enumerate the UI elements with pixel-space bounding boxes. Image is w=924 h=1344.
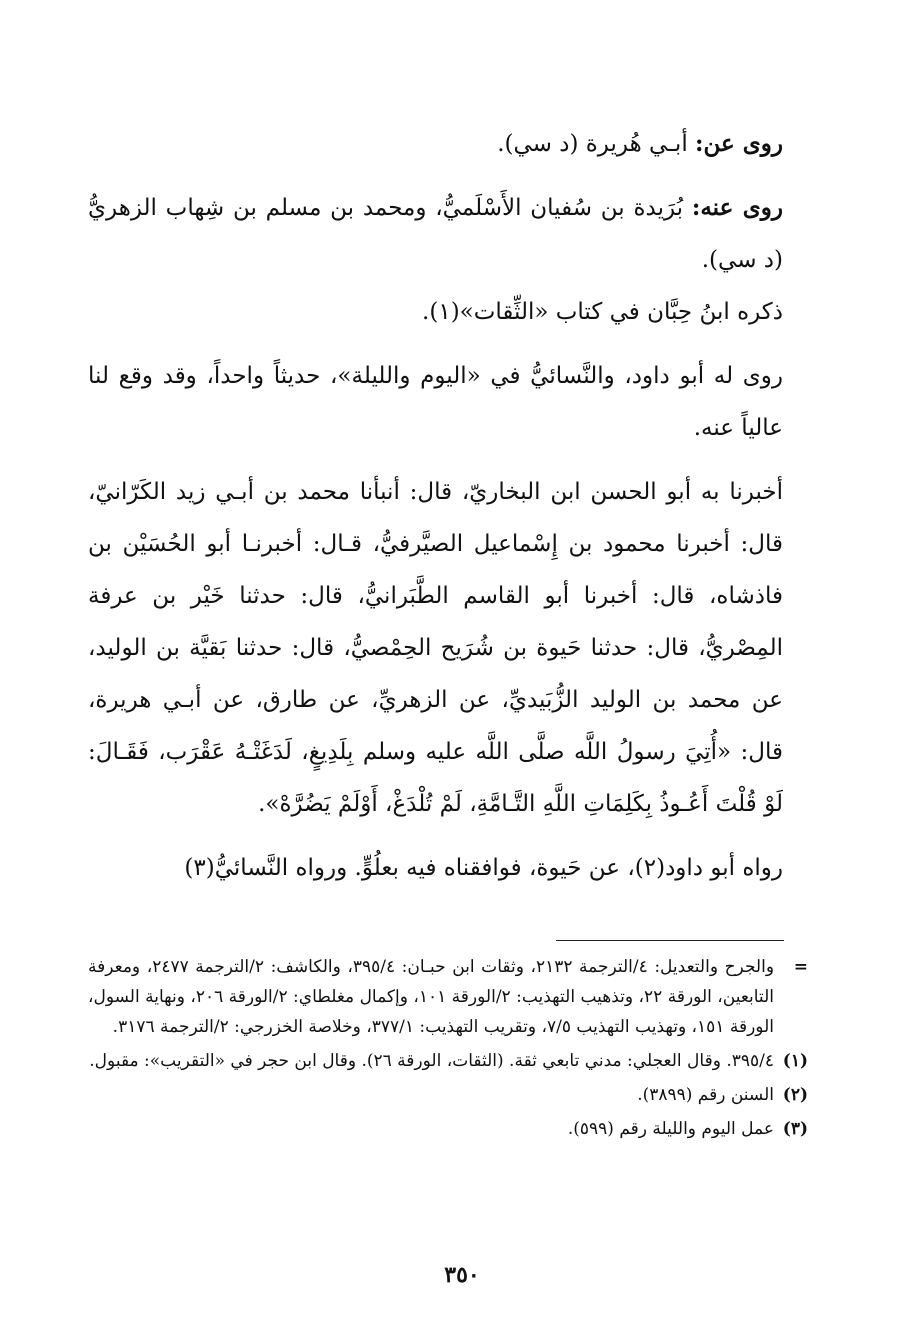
narrated-by-text: بُرَيدة بن سُفيان الأَسْلَميُّ، ومحمد بن مسلم بن شِهاب الزهريُّ (د سي). <box>88 195 783 273</box>
footnote-2 <box>88 1080 808 1110</box>
footnote-mark: (٣) <box>782 1119 808 1139</box>
riwayah-paragraph: رواه أبو داود(٢)، عن حَيوة، فوافقناه فيه بعلُوٍّ. ورواه النَّسائيُّ(٣) <box>184 855 783 881</box>
footnotes <box>88 952 808 1148</box>
abu-dawud-paragraph: روى له أبو داود، والنَّسائيُّ في «اليوم والليلة»، حديثاً واحداً، وقد وقع لنا عالياً عنه. <box>88 363 783 441</box>
narrated-by-paragraph <box>88 182 783 286</box>
footnote-mark: = <box>793 957 808 977</box>
narrated-by-label: روى عنه: <box>691 194 783 221</box>
narrated-from-label: روى عن: <box>695 130 783 157</box>
hadith-text: «أُتِيَ رسولُ اللَّه صلَّى اللَّه عليه وسلم بِلَدِيغٍ، لَدَغَتْـهُ عَقْرَب، فَقَـالَ: لَوْ قُلْتَ أَعُـوذُ بِكَلِمَاتِ اللَّهِ التَّـامَّةِ، لَمْ تُلْدَغْ، أَوْلَمْ يَضُرَّهْ». <box>88 739 783 817</box>
ibn-hibban-paragraph: ذكره ابنُ حِبَّان في كتاب «الثِّقات»(١). <box>422 299 783 325</box>
narrated-from-line <box>88 118 783 170</box>
footnote-mark: (٢) <box>782 1085 808 1105</box>
footnote-text: السنن رقم (٣٨٩٩). <box>637 1085 774 1105</box>
footnote-text: والجرح والتعديل: ٤/الترجمة ٢١٣٢، وثقات ابن حبـان: ٣٩٥/٤، والكاشف: ٢/الترجمة ٢٤٧٧، ومعرفة التابعين، الورقة ٢٢، وتذهيب التهذيب: ٢/الورقة ١٠١، وإكمال مغلطاي: ٢/الورقة ٢٠٦، ونهاية السول، الورقة ١٥١، وتهذيب التهذيب ٧/٥، وتقريب التهذيب: ٣٧٧/١، وخلاصة الخزرجي: ٢/الترجمة ٣١٧٦. <box>88 957 775 1037</box>
page-number: ٣٥٠ <box>444 1262 480 1288</box>
footnote-text: ٣٩٥/٤. وقال العجلي: مدني تابعي ثقة. (الثقات، الورقة ٢٦). وقال ابن حجر في «التقريب»: مقبول. <box>89 1051 774 1071</box>
footnote-3 <box>88 1114 808 1144</box>
footnote-mark: (١) <box>782 1051 808 1071</box>
isnad-text: أخبرنا به أبو الحسن ابن البخاريّ، قال: أنبأنا محمد بن أبـي زيد الكَرّانيّ، قال: أخبرنا محمود بن إِسْماعيل الصيَّرفيُّ، قـال: أخبرنـا أبو الحُسَيْن بن فاذشاه، قال: أخبرنا أبو القاسم الطَّبَرانيُّ، قال: حدثنا خَيْر بن عرفة المِصْريُّ، قال: حدثنا حَيوة بن شُرَيح الحِمْصيُّ، قال: حدثنا بَقيَّة بن الوليد، عن محمد بن الوليد الزُّبَيديِّ، عن الزهريِّ، عن طارق، عن أبـي هريرة، قال: <box>88 479 783 765</box>
footnote-text: عمل اليوم والليلة رقم (٥٩٩). <box>567 1119 774 1139</box>
footnote-continued <box>88 952 808 1042</box>
footnote-separator <box>556 940 784 941</box>
footnote-1 <box>88 1046 808 1076</box>
main-text <box>88 118 783 894</box>
narrated-from-text: أبـي هُريرة (د سي). <box>497 131 688 157</box>
isnad-paragraph <box>88 466 783 830</box>
